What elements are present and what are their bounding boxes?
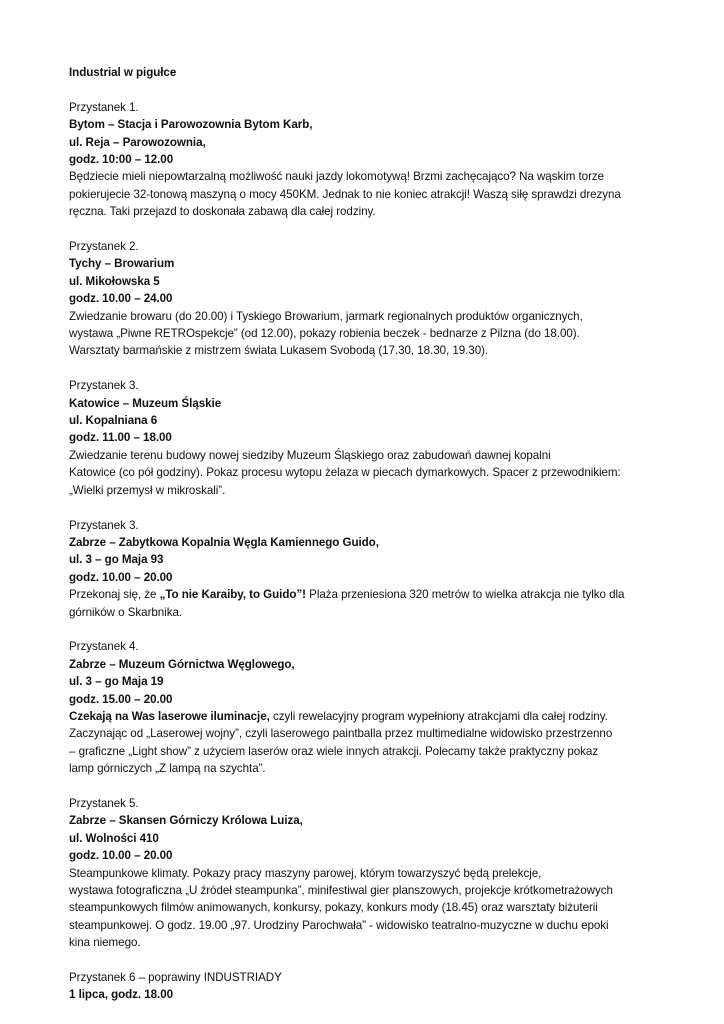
stop-3-guido <box>69 517 669 621</box>
stop-description-line: Będziecie mieli niepowtarzalną możliwość nauki jazdy lokomotywą! Brzmi zachęcająco? Na wąskim torze <box>69 170 605 184</box>
stop-description-line: górników o Skarbnika. <box>69 605 183 619</box>
stop-4 <box>69 638 669 777</box>
stop-description-line: – graficzne „Light show” z użyciem laserów oraz wiele innych atrakcji. Polecamy także praktyczny pokaz <box>69 744 599 758</box>
stop-place: Zabrze – Skansen Górniczy Królowa Luiza, <box>69 814 303 828</box>
stop-hours: godz. 10.00 – 20.00 <box>69 849 173 863</box>
stop-hours: godz. 15.00 – 20.00 <box>69 692 173 706</box>
description-text: Przekonaj się, że <box>69 588 160 602</box>
stop-description-line: Katowice (co pół godziny). Pokaz procesu wytopu żelaza w piecach dymarkowych. Spacer z przewodnikiem: <box>69 466 621 480</box>
stop-label: Przystanek 3. <box>69 518 139 532</box>
stop-hours: godz. 10:00 – 12.00 <box>69 153 174 167</box>
stop-description-line: Warsztaty barmańskie z mistrzem świata Lukasem Svobodą (17.30, 18.30, 19.30). <box>69 344 489 358</box>
stop-address: ul. Kopalniana 6 <box>69 414 158 428</box>
stop-label: Przystanek 5. <box>69 796 139 810</box>
stop-address: ul. Reja – Parowozownia, <box>69 135 206 149</box>
stop-3 <box>69 377 669 499</box>
stop-description-line: wystawa fotograficzna „U źródeł steampunka”, minifestiwal gier planszowych, projekcje krótkometrażowych <box>69 884 613 897</box>
stop-place: Tychy – Browarium <box>69 257 175 271</box>
stop-description-line: ręczna. Taki przejazd to doskonała zabawą dla całej rodziny. <box>69 205 376 219</box>
stop-address: ul. 3 – go Maja 93 <box>69 553 164 567</box>
stop-description-line: Zwiedzanie terenu budowy nowej siedziby Muzeum Śląskiego oraz zabudowań dawnej kopalni <box>69 448 551 462</box>
stop-description-line: „Wielki przemysł w mikroskali”. <box>69 483 226 497</box>
stop-2 <box>69 238 669 360</box>
stop-address: ul. Wolności 410 <box>69 831 159 845</box>
stop-description-line: Steampunkowe klimaty. Pokazy pracy maszyny parowej, którym towarzyszyć będą prelekcje, <box>69 866 542 880</box>
stop-label: Przystanek 1. <box>69 100 139 114</box>
stop-6 <box>69 969 669 1004</box>
stop-5 <box>69 795 669 952</box>
stop-label: Przystanek 4. <box>69 640 139 654</box>
description-highlight: „To nie Karaiby, to Guido”! <box>159 588 306 602</box>
stop-description-line: lamp górniczych „Z lampą na szychta”. <box>69 762 266 776</box>
description-highlight: Czekają na Was laserowe iluminacje, <box>69 709 270 723</box>
stop-description-line: wystawa „Piwne RETROspekcje” (od 12.00), pokazy robienia beczek - bednarze z Pilzna (do 18.00). <box>69 327 580 341</box>
stop-label: Przystanek 3. <box>69 379 139 393</box>
document-title: Industrial w pigułce <box>69 66 177 79</box>
stop-place: Bytom – Stacja i Parowozownia Bytom Karb, <box>69 118 313 132</box>
stop-1 <box>69 99 669 221</box>
stop-description-line: Zwiedzanie browaru (do 20.00) i Tyskiego Browarium, jarmark regionalnych produktów organicznych, <box>69 309 583 323</box>
stop-place: Zabrze – Muzeum Górnictwa Węglowego, <box>69 657 295 671</box>
stop-hours: 1 lipca, godz. 18.00 <box>69 988 174 1002</box>
description-text: Plaża przeniesiona 320 metrów to wielka atrakcja nie tylko dla <box>305 588 625 602</box>
stop-description-line <box>69 586 669 603</box>
stop-hours: godz. 11.00 – 18.00 <box>69 431 172 445</box>
stop-label: Przystanek 6 – poprawiny INDUSTRIADY <box>69 971 282 985</box>
description-text: czyli rewelacyjny program wypełniony atrakcjami dla całej rodziny. <box>269 709 608 723</box>
stop-place: Katowice – Muzeum Śląskie <box>69 396 222 410</box>
stop-place: Zabrze – Zabytkowa Kopalnia Węgla Kamiennego Guido, <box>69 535 379 549</box>
stop-label: Przystanek 2. <box>69 240 139 254</box>
stop-description-line: pokierujecie 32-tonową maszyną o mocy 450KM. Jednak to nie koniec atrakcji! Waszą siłę sprawdzi drezyna <box>69 187 621 201</box>
stop-hours: godz. 10.00 – 20.00 <box>69 570 173 584</box>
stop-address: ul. 3 – go Maja 19 <box>69 675 164 689</box>
stop-description-line: kina niemego. <box>69 936 141 950</box>
stop-description-line: steampunkowych filmów animowanych, konkursy, pokazy, konkurs mody (18.45) oraz warsztaty biżuterii <box>69 901 598 915</box>
stop-address: ul. Mikołowska 5 <box>69 274 160 288</box>
stop-description-line <box>69 708 669 725</box>
stop-description-line: steampunkowej. O godz. 19.00 „97. Urodziny Parochwała” - widowisko teatralno-muzyczne w duchu epoki <box>69 918 609 932</box>
document-page <box>69 64 669 1004</box>
stop-hours: godz. 10.00 – 24.00 <box>69 292 173 306</box>
stop-description-line: Zaczynając od „Laserowej wojny”, czyli laserowego paintballa przez multimedialne widowisko przestrzenno <box>69 727 613 741</box>
